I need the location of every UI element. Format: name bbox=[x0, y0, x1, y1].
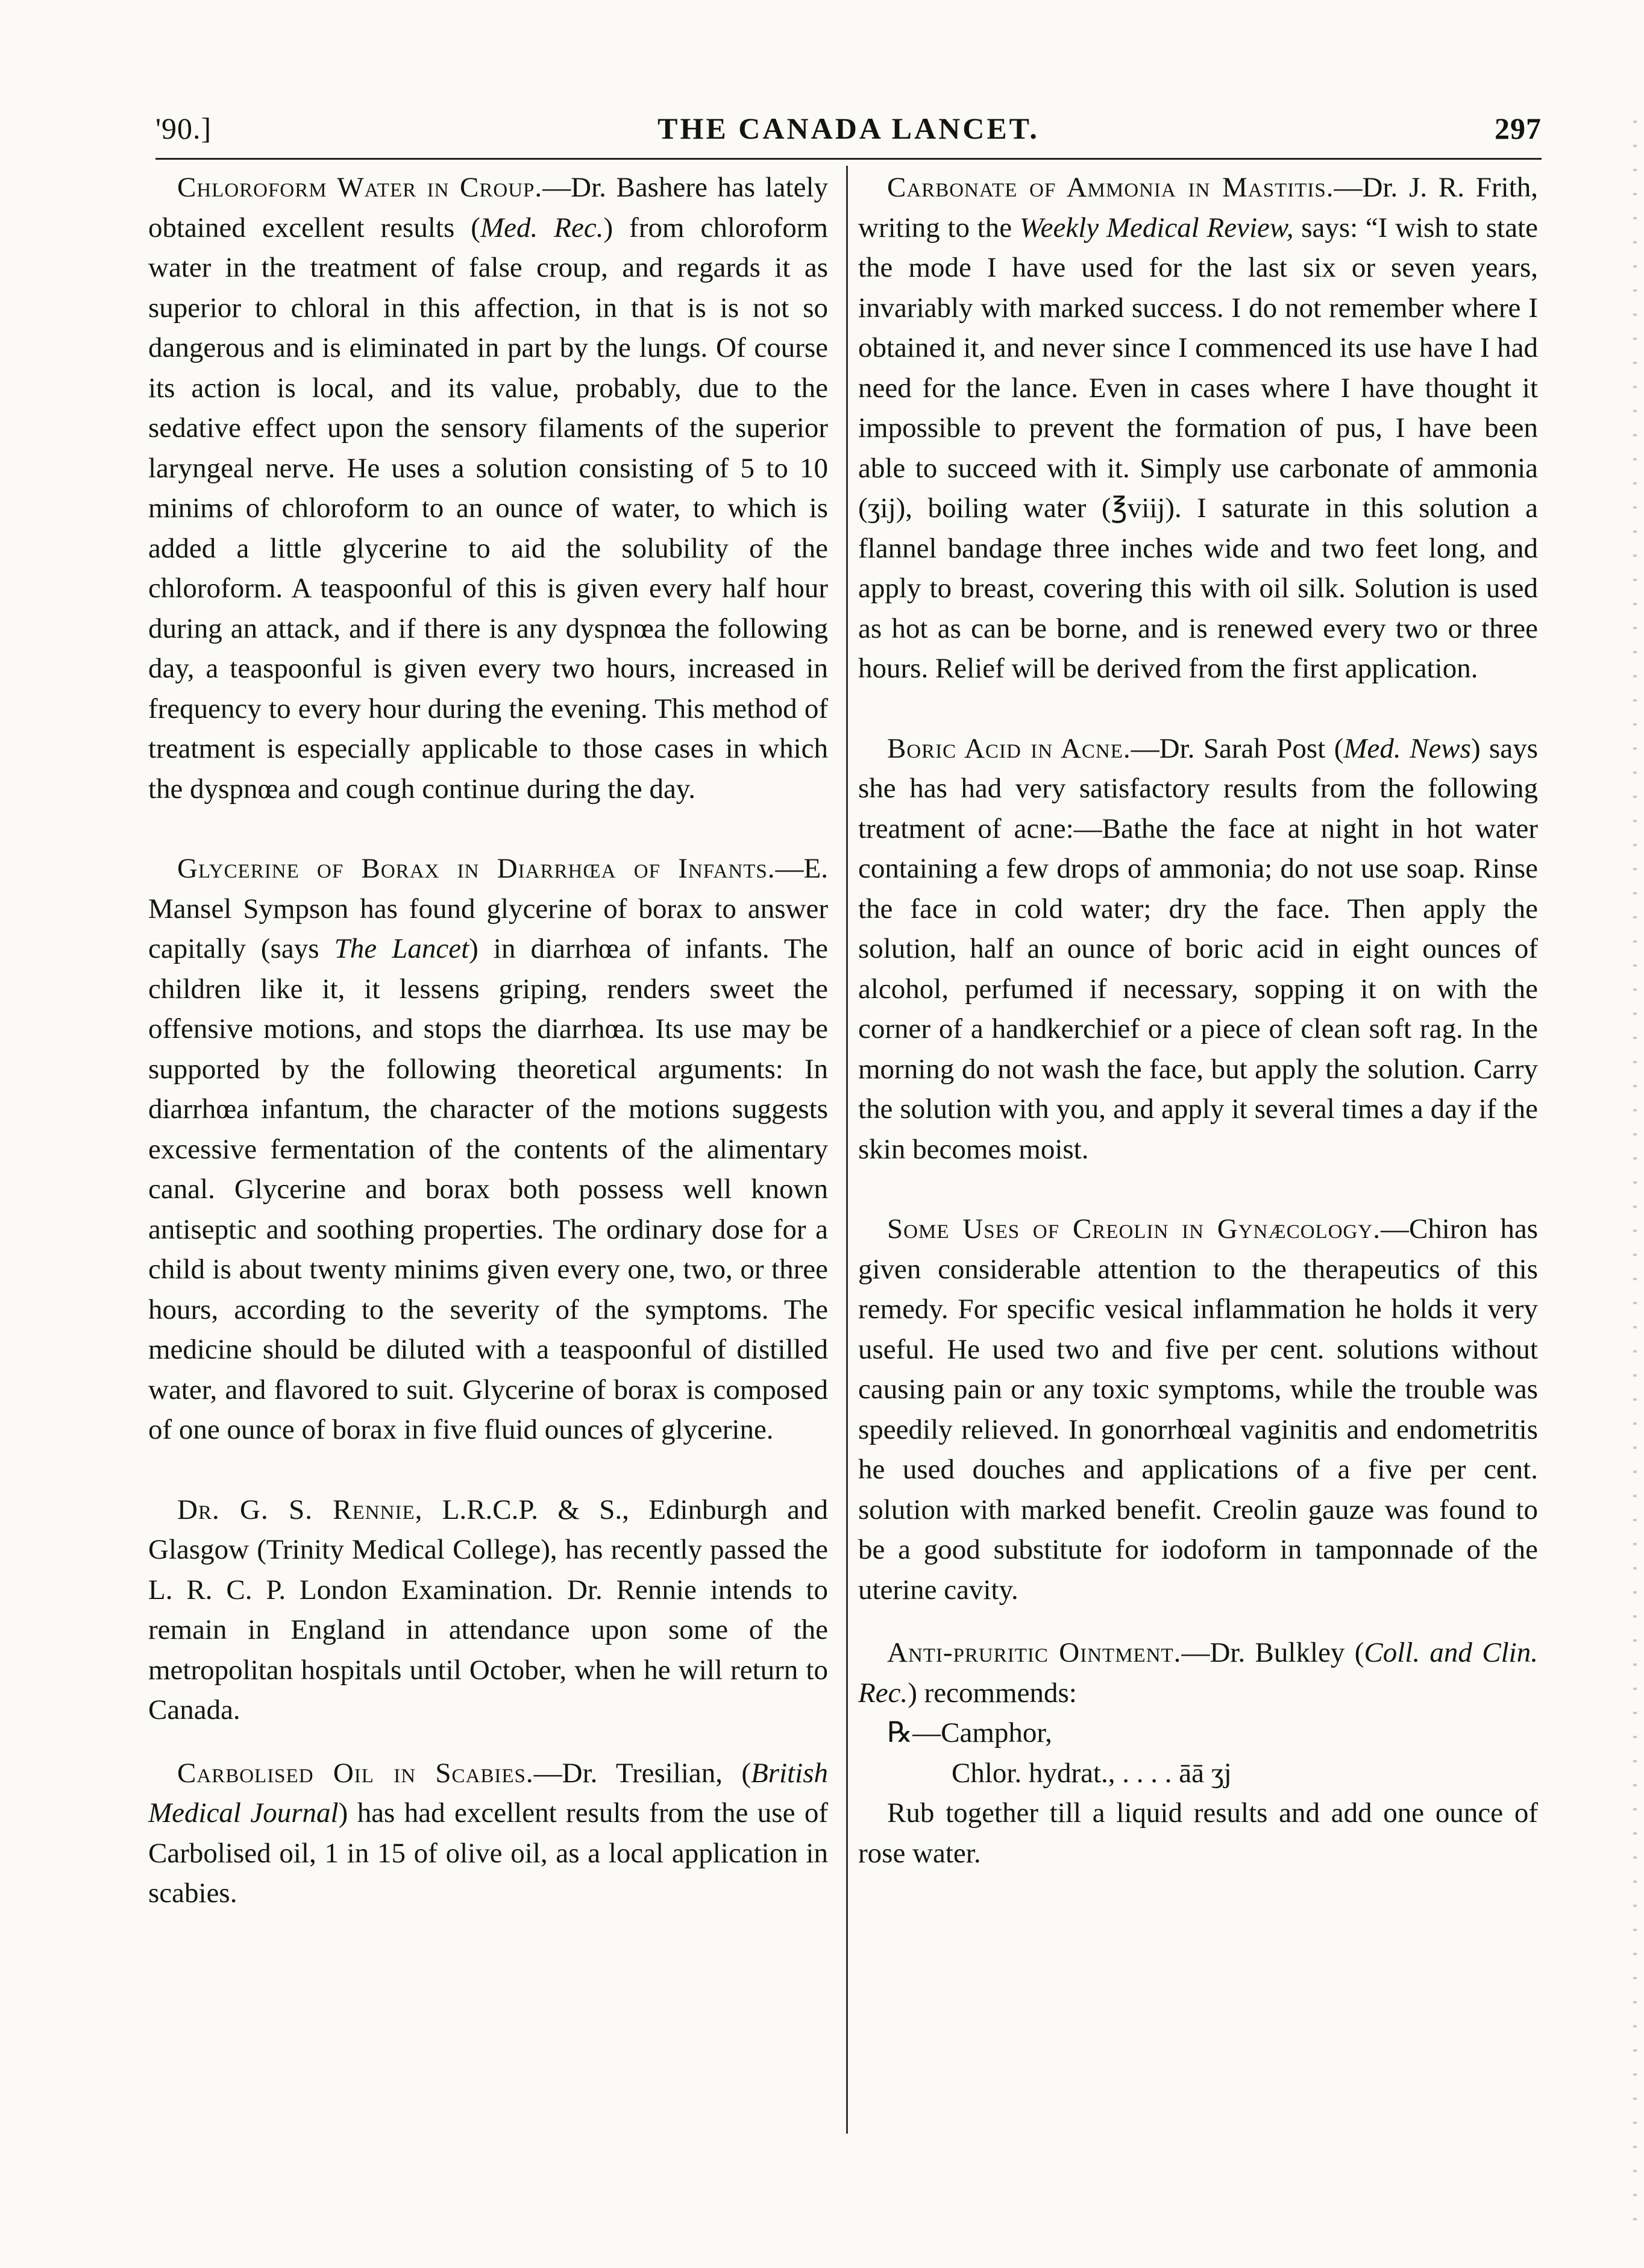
header-rule bbox=[155, 158, 1542, 160]
header-year: '90.] bbox=[155, 112, 212, 145]
page-edge-marks bbox=[1633, 121, 1637, 2230]
article-carbolised: Carbolised Oil in Scabies.—Dr. Tresilian, (British Medical Journal) has had excellent results from the use of Carbolised oil, 1 in 15 of olive oil, as a local application in scabies. bbox=[148, 1757, 829, 1909]
article-boric: Boric Acid in Acne.—Dr. Sarah Post (Med. News) says she has had very satisfactory results from the following treatment of acne:—Bathe the face at night in hot water containing a few drops of ammonia; do not use soap. Rinse the face in cold water; dry the face. Then apply the solution, half an ounce of boric acid in eight ounces of alcohol, perfumed if necessary, sopping it on with the corner of a handkerchief or a piece of clean soft rag. In the morning do not wash the face, but apply the solution. Carry the solution with you, and apply it several times a day if the skin becomes moist. bbox=[858, 732, 1538, 1165]
article-glycerine: Glycerine of Borax in Diarrhœa of Infants.—E. Mansel Sympson has found glycerine of borax to answer capitally (says The Lancet) in diarrhœa of infants. The children like it, it lessens griping, renders sweet the offensive motions, and stops the diarrhœa. Its use may be supported by the following theoretical arguments: In diarrhœa infantum, the character of the motions suggests excessive fermentation of the contents of the alimentary canal. Glycerine and borax both possess well known antiseptic and soothing properties. The ordinary dose for a child is about twenty minims given every one, two, or three hours, according to the severity of the symptoms. The medicine should be diluted with a teaspoonful of distilled water, and flavored to suit. Glycerine of borax is composed of one ounce of borax in five fluid ounces of glycerine. bbox=[148, 853, 828, 1445]
article-heading: Boric Acid in Acne. bbox=[887, 732, 1131, 764]
prescription-line-1: ℞—Camphor, bbox=[887, 1717, 1052, 1748]
article-carbonate: Carbonate of Ammonia in Mastitis.—Dr. J. R. Frith, writing to the Weekly Medical Review, says: “I wish to state the mode I have used for the last six or seven years, invariably with marked success. I do not remember where I obtained it, and never since I commenced its use have I had need for the lance. Even in cases where I have thought it impossible to prevent the formation of pus, I have been able to succeed with it. Simply use carbonate of ammonia (ʒij), boiling water (℥viij). I saturate in this solution a flannel bandage three inches wide and two feet long, and apply to breast, covering this with oil silk. Solution is used as hot as can be borne, and is renewed every two or three hours. Relief will be derived from the first application. bbox=[858, 172, 1539, 684]
page-number: 297 bbox=[1495, 112, 1542, 145]
citation: The Lancet bbox=[334, 933, 469, 964]
right-column bbox=[858, 168, 1538, 1873]
citation: Weekly Medical Review, bbox=[1019, 212, 1294, 243]
article-heading: Carbonate of Ammonia in Mastitis. bbox=[887, 172, 1334, 203]
prescription-instructions: Rub together till a liquid results and add one ounce of rose water. bbox=[858, 1797, 1538, 1869]
journal-title: THE CANADA LANCET. bbox=[657, 112, 1040, 145]
article-heading: Carbolised Oil in Scabies. bbox=[177, 1757, 534, 1789]
left-column bbox=[148, 168, 828, 1914]
prescription-line-2: Chlor. hydrat., . . . . āā ʒj bbox=[952, 1757, 1232, 1789]
article-chloroform: Chloroform Water in Croup.—Dr. Bashere has lately obtained excellent results (Med. Rec.) from chloroform water in the treatment of false croup, and regards it as superior to chloral in this affection, in that is is not so dangerous and is eliminated in part by the lungs. Of course its action is local, and its value, probably, due to the sedative effect upon the sensory filaments of the superior laryngeal nerve. He uses a solution consisting of 5 to 10 minims of chloroform to an ounce of water, to which is added a little glycerine to aid the solubility of the chloroform. A teaspoonful of this is given every half hour during an attack, and if there is any dyspnœa the following day, a teaspoonful is given every two hours, increased in frequency to every hour during the evening. This method of treatment is especially applicable to those cases in which the dyspnœa and cough continue during the day. bbox=[148, 172, 828, 805]
citation: Med. News bbox=[1343, 732, 1471, 764]
article-ointment: Anti-pruritic Ointment.—Dr. Bulkley (Coll. and Clin. Rec.) recommends: bbox=[858, 1637, 1538, 1709]
article-heading: Anti-pruritic Ointment. bbox=[887, 1637, 1182, 1668]
article-rennie: Dr. G. S. Rennie, L.R.C.P. & S., Edinburgh and Glasgow (Trinity Medical College), has recently passed the L. R. C. P. London Examination. Dr. Rennie intends to remain in England in attendance upon some of the metropolitan hospitals until October, when he will return to Canada. bbox=[148, 1494, 828, 1726]
article-heading: Glycerine of Borax in Diarrhœa of Infants. bbox=[177, 853, 776, 884]
article-heading: Some Uses of Creolin in Gynæcology. bbox=[887, 1213, 1381, 1245]
article-creolin: Some Uses of Creolin in Gynæcology.—Chiron has given considerable attention to the therapeutics of this remedy. For specific vesical inflammation he holds it very useful. He used two and five per cent. solutions without causing pain or any toxic symptoms, while the trouble was speedily relieved. In gonorrhœal vaginitis and endometritis he used douches and applications of a five per cent. solution with marked benefit. Creolin gauze was found to be a good substitute for iodoform in tamponnade of the uterine cavity. bbox=[858, 1213, 1538, 1606]
citation: Coll. and Clin. Rec. bbox=[858, 1637, 1538, 1709]
article-heading: Chloroform Water in Croup. bbox=[177, 172, 543, 203]
citation: British Medical Journal bbox=[148, 1757, 828, 1829]
article-heading: Dr. G. S. Rennie, bbox=[177, 1494, 423, 1525]
citation: Med. Rec. bbox=[480, 212, 604, 243]
column-divider bbox=[846, 166, 848, 2134]
